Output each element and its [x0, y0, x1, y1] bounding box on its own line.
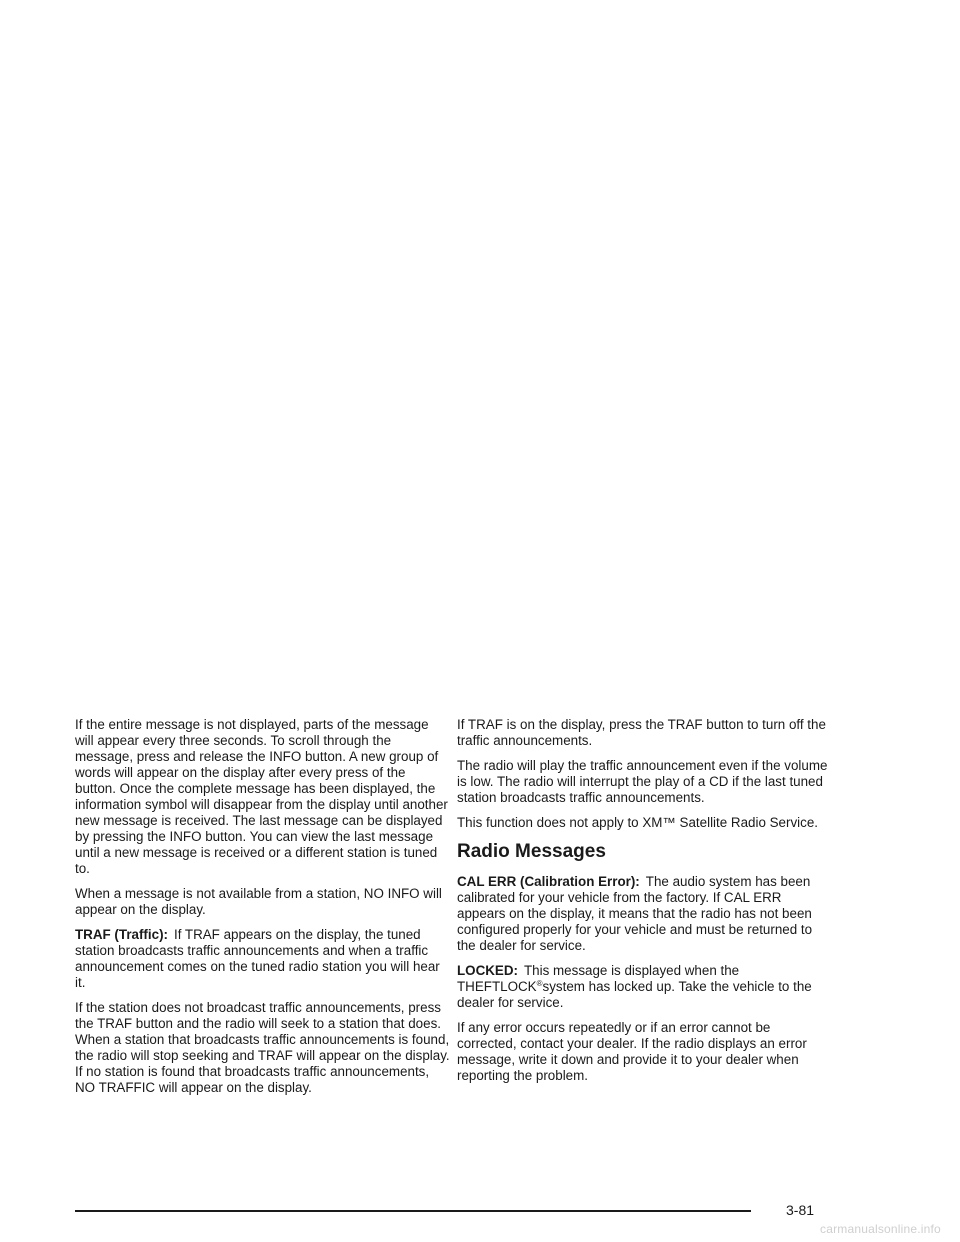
locked-text-b: system has locked up. Take the vehicle to the dealer for service. [457, 979, 812, 1010]
cal-err-text: The audio system has been calibrated for your vehicle from the factory. If CAL ERR appears on the display, it means that the radio has not been configured properly for your vehicle and must be returned to the dealer for service. [457, 874, 813, 953]
paragraph-no-info: When a message is not available from a station, NO INFO will appear on the display. [75, 886, 442, 917]
paragraph-xm-note: This function does not apply to XM™ Satellite Radio Service. [457, 815, 818, 830]
paragraph-locked [457, 963, 832, 1011]
section-heading-radio-messages: Radio Messages [457, 841, 606, 862]
watermark: carmanualsonline.info [820, 1222, 941, 1236]
registered-mark: ® [536, 979, 543, 988]
paragraph-traf-seek: If the station does not broadcast traffic announcements, press the TRAF button and the radio will seek to a station that does. When a station that broadcasts traffic announcements is found, the radio will stop seeking and TRAF will appear on the display. If no station is found that broadcasts traffic announcements, NO TRAFFIC will appear on the display. [75, 1000, 450, 1095]
paragraph-traf [75, 927, 450, 991]
right-column [457, 717, 832, 1093]
paragraph-traf-volume: The radio will play the traffic announcement even if the volume is low. The radio will interrupt the play of a CD if the last tuned station broadcasts traffic announcements. [457, 758, 828, 805]
paragraph-scroll-message: If the entire message is not displayed, parts of the message will appear every three seconds. To scroll through the message, press and release the INFO button. A new group of words will appear on the display after every press of the button. Once the complete message has been displayed, the information symbol will disappear from the display until another new message is received. The last message can be displayed by pressing the INFO button. You can view the last message until a new message is received or a different station is tuned to. [75, 717, 448, 876]
left-column [75, 717, 450, 1105]
paragraph-traf-off: If TRAF is on the display, press the TRAF button to turn off the traffic announcements. [457, 717, 826, 748]
paragraph-error-contact: If any error occurs repeatedly or if an error cannot be corrected, contact your dealer. If the radio displays an error message, write it down and provide it to your dealer when reporting the problem. [457, 1020, 807, 1083]
traf-text: If TRAF appears on the display, the tuned station broadcasts traffic announcements and when a traffic announcement comes on the tuned radio station you will hear it. [75, 927, 440, 990]
traf-label: TRAF (Traffic): [75, 927, 168, 942]
cal-err-label: CAL ERR (Calibration Error): [457, 874, 640, 889]
footer-rule [75, 1210, 751, 1212]
locked-text-a: This message is displayed when the THEFTLOCK [457, 963, 740, 994]
locked-label: LOCKED: [457, 963, 518, 978]
paragraph-cal-err [457, 874, 832, 954]
page-number: 3-81 [786, 1202, 815, 1218]
